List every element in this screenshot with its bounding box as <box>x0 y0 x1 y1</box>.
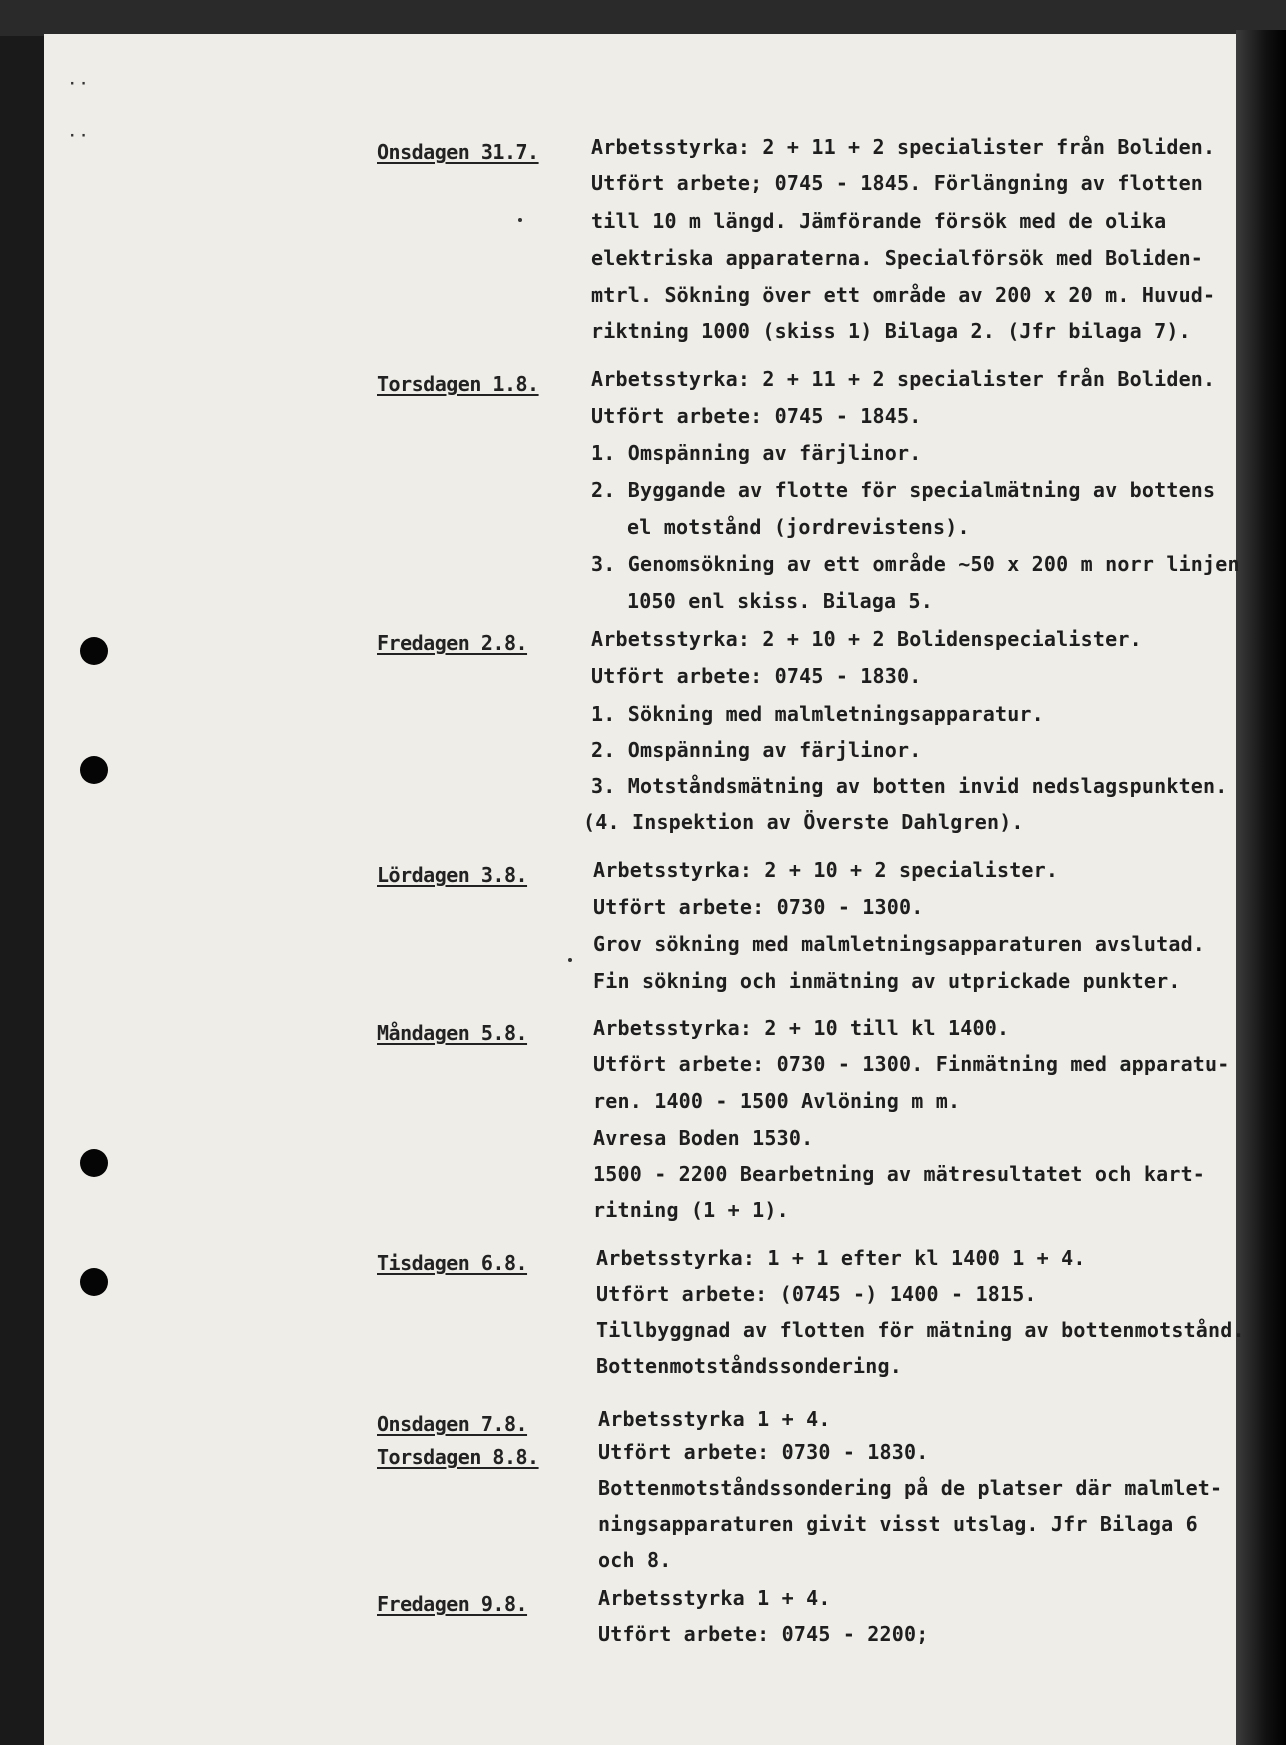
entry-line: 1500 - 2200 Bearbetning av mätresultatet och kart- <box>593 1162 1206 1186</box>
entry-date: Torsdagen 8.8. <box>377 1445 539 1469</box>
entry-date: Fredagen 2.8. <box>377 631 528 655</box>
entry-date: Onsdagen 7.8. <box>377 1412 528 1436</box>
punch-hole-icon <box>80 1149 108 1177</box>
entry-line: Utfört arbete: (0745 -) 1400 - 1815. <box>596 1282 1037 1306</box>
entry-date: Tisdagen 6.8. <box>377 1251 528 1275</box>
entry-line: 1. Omspänning av färjlinor. <box>591 441 922 465</box>
entry-line: Arbetsstyrka: 1 + 1 efter kl 1400 1 + 4. <box>596 1246 1086 1270</box>
entry-line: Arbetsstyrka 1 + 4. <box>598 1586 831 1610</box>
scan-right-border <box>1236 30 1286 1745</box>
entry-line: 1. Sökning med malmletningsapparatur. <box>591 702 1044 726</box>
entry-date: Lördagen 3.8. <box>377 863 528 887</box>
entry-line: mtrl. Sökning över ett område av 200 x 20 m. Huvud- <box>591 283 1216 307</box>
margin-mark: ·· <box>68 128 91 144</box>
entry-line: elektriska apparaterna. Specialförsök med Boliden- <box>591 246 1204 270</box>
entry-date: Torsdagen 1.8. <box>377 372 539 396</box>
punch-hole-icon <box>80 756 108 784</box>
entry-line: Arbetsstyrka: 2 + 10 + 2 Bolidenspecialister. <box>591 627 1142 651</box>
entry-line: Avresa Boden 1530. <box>593 1126 814 1150</box>
entry-line: Arbetsstyrka: 2 + 10 till kl 1400. <box>593 1016 1010 1040</box>
entry-line: Utfört arbete: 0730 - 1300. <box>593 895 924 919</box>
entry-line: Utfört arbete; 0745 - 1845. Förlängning av flotten <box>591 171 1204 195</box>
entry-line: Fin sökning och inmätning av utprickade punkter. <box>593 969 1181 993</box>
entry-line: och 8. <box>598 1548 672 1572</box>
entry-line: 2. Omspänning av färjlinor. <box>591 738 922 762</box>
entry-date: Måndagen 5.8. <box>377 1021 528 1045</box>
entry-date: Fredagen 9.8. <box>377 1592 528 1616</box>
entry-line: ritning (1 + 1). <box>593 1198 789 1222</box>
entry-line: el motstånd (jordrevistens). <box>627 515 970 539</box>
entry-line: 3. Motståndsmätning av botten invid nedslagspunkten. <box>591 774 1228 798</box>
entry-line: Arbetsstyrka: 2 + 11 + 2 specialister från Boliden. <box>591 135 1216 159</box>
entry-date: Onsdagen 31.7. <box>377 140 539 164</box>
entry-line: Grov sökning med malmletningsapparaturen avslutad. <box>593 932 1206 956</box>
entry-line: 1050 enl skiss. Bilaga 5. <box>627 589 934 613</box>
entry-line: Bottenmotståndssondering. <box>596 1354 903 1378</box>
entry-line: Arbetsstyrka 1 + 4. <box>598 1407 831 1431</box>
entry-line: Bottenmotståndssondering på de platser där malmlet- <box>598 1476 1223 1500</box>
entry-line: Tillbyggnad av flotten för mätning av bottenmotstånd. <box>596 1318 1245 1342</box>
stray-mark <box>568 958 572 962</box>
entry-line: Arbetsstyrka: 2 + 11 + 2 specialister från Boliden. <box>591 367 1216 391</box>
entry-line: Utfört arbete: 0745 - 1845. <box>591 404 922 428</box>
punch-hole-icon <box>80 1268 108 1296</box>
entry-line: Arbetsstyrka: 2 + 10 + 2 specialister. <box>593 858 1059 882</box>
entry-line: ningsapparaturen givit visst utslag. Jfr Bilaga 6 <box>598 1512 1198 1536</box>
punch-hole-icon <box>80 637 108 665</box>
entry-line: Utfört arbete: 0730 - 1300. Finmätning med apparatu- <box>593 1052 1230 1076</box>
entry-line: till 10 m längd. Jämförande försök med de olika <box>591 209 1167 233</box>
entry-line: Utfört arbete: 0745 - 1830. <box>591 664 922 688</box>
entry-line: (4. Inspektion av Överste Dahlgren). <box>583 810 1024 834</box>
scan-top-border <box>0 0 1286 36</box>
stray-mark <box>518 218 522 222</box>
entry-line: Utfört arbete: 0730 - 1830. <box>598 1440 929 1464</box>
margin-mark: ·· <box>68 76 91 92</box>
entry-line: Utfört arbete: 0745 - 2200; <box>598 1622 929 1646</box>
entry-line: 2. Byggande av flotte för specialmätning av bottens <box>591 478 1216 502</box>
entry-line: ren. 1400 - 1500 Avlöning m m. <box>593 1089 961 1113</box>
entry-line: 3. Genomsökning av ett område ~50 x 200 m norr linjen <box>591 552 1240 576</box>
entry-line: riktning 1000 (skiss 1) Bilaga 2. (Jfr bilaga 7). <box>591 319 1191 343</box>
